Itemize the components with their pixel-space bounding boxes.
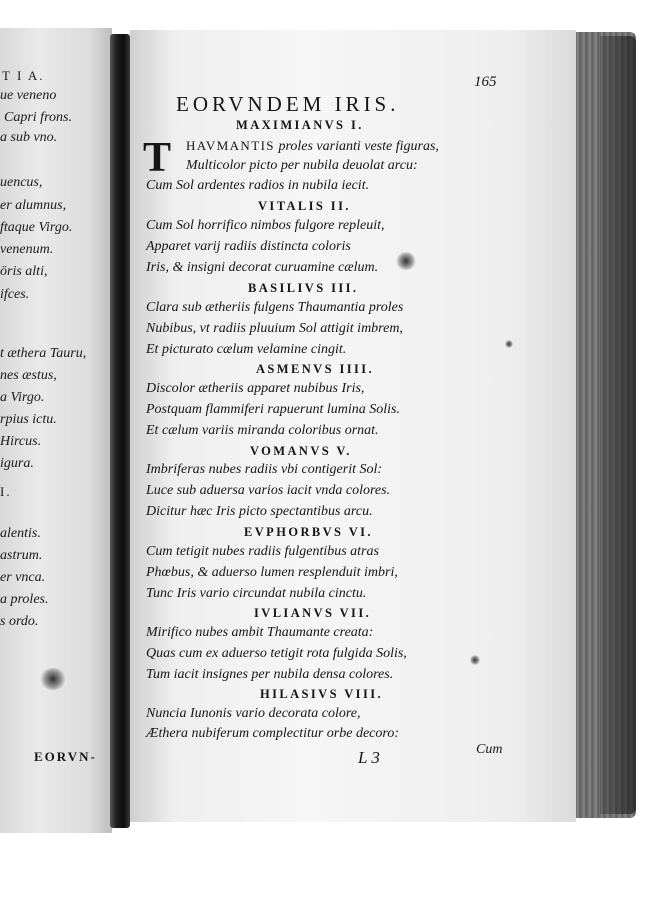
left-fragment: igura.	[0, 456, 34, 471]
verse-line: Imbriferas nubes radiis vbi contigerit Sol:	[146, 462, 383, 477]
left-fragment: I.	[0, 484, 12, 499]
section-heading: MAXIMIANVS I.	[236, 118, 364, 132]
verse-line: Quas cum ex aduerso tetigit rota fulgida Solis,	[146, 646, 407, 661]
verse-line: Iris, & insigni decorat curuamine cælum.	[146, 260, 379, 275]
section-heading: VOMANVS V.	[250, 444, 352, 458]
verse-line: Postquam flammiferi rapuerunt lumina Solis.	[146, 402, 400, 417]
verse-line: Dicitur hæc Iris picto spectantibus arcu.	[146, 504, 373, 519]
left-fragment: venenum.	[0, 242, 54, 257]
verse-line: Nuncia Iunonis vario decorata colore,	[146, 706, 361, 721]
verse-line: Et picturato cælum velamine cingit.	[146, 342, 347, 357]
verse-line: Et cælum variis miranda coloribus ornat.	[146, 423, 379, 438]
verse-line: Cum tetigit nubes radiis fulgentibus atras	[146, 544, 379, 559]
left-fragment: a Virgo.	[0, 390, 45, 405]
left-fragment: ue veneno	[0, 88, 57, 103]
left-fragment: alentis.	[0, 526, 41, 541]
left-fragment: er vnca.	[0, 570, 46, 585]
verse-line: Phœbus, & aduerso lumen resplenduit imbri,	[146, 565, 398, 580]
left-fragment: ifces.	[0, 287, 30, 302]
left-fragment: uencus,	[0, 175, 43, 190]
section-heading: ASMENVS IIII.	[256, 362, 375, 376]
left-fragment: s ordo.	[0, 614, 39, 629]
verse-line: Apparet varij radiis distincta coloris	[146, 239, 351, 254]
verse-line: Multicolor picto per nubila deuolat arcu:	[186, 158, 418, 173]
verse-line: Æthera nubiferum complectitur orbe decoro:	[146, 726, 399, 741]
section-heading: EVPHORBVS VI.	[244, 525, 373, 539]
ink-speck	[505, 340, 513, 348]
verse-line: Luce sub aduersa varios iacit vnda colores.	[146, 483, 391, 498]
book-gutter	[110, 34, 130, 828]
left-fragment: öris alti,	[0, 264, 48, 279]
left-page	[0, 28, 112, 833]
left-fragment: rpius ictu.	[0, 412, 57, 427]
section-heading: HILASIVS VIII.	[260, 687, 383, 701]
section-heading: BASILIVS III.	[248, 281, 359, 295]
section-heading: IVLIANVS VII.	[254, 606, 372, 620]
left-fragment: Hircus.	[0, 434, 42, 449]
left-fragment: T I A.	[2, 68, 45, 83]
verse-line	[186, 138, 439, 155]
left-catchword: EORVN-	[34, 749, 97, 764]
page-edges-shadow	[600, 36, 636, 814]
verse-line: Cum Sol ardentes radios in nubila iecit.	[146, 178, 370, 193]
left-fragment: t æthera Tauru,	[0, 346, 87, 361]
page-title: EORVNDEM IRIS.	[176, 92, 400, 116]
verse-line-rest: proles varianti veste figuras,	[274, 139, 439, 154]
verse-line-caps: HAVMANTIS	[186, 138, 275, 153]
verse-line: Cum Sol horrifico nimbos fulgore repleuit,	[146, 218, 385, 233]
verse-line: Tum iacit insignes per nubila densa colores.	[146, 667, 394, 682]
verse-line: Clara sub ætheriis fulgens Thaumantia proles	[146, 300, 404, 315]
signature-mark: L 3	[358, 748, 380, 767]
drop-capital: T	[143, 135, 172, 181]
right-catchword: Cum	[476, 742, 503, 757]
verse-line: Tunc Iris vario circundat nubila cinctu.	[146, 586, 367, 601]
left-fragment: er alumnus,	[0, 198, 67, 213]
left-fragment: astrum.	[0, 548, 43, 563]
verse-line: Discolor ætheriis apparet nubibus Iris,	[146, 381, 365, 396]
page-number: 165	[474, 74, 497, 90]
left-fragment: a sub vno.	[0, 130, 58, 145]
verse-line: Mirifico nubes ambit Thaumante creata:	[146, 625, 374, 640]
ink-smudge	[396, 252, 416, 270]
section-heading: VITALIS II.	[258, 199, 351, 213]
left-fragment: Capri frons.	[4, 110, 72, 125]
verse-line: Nubibus, vt radiis pluuium Sol attigit imbrem,	[146, 321, 403, 336]
left-fragment: ftaque Virgo.	[0, 220, 73, 235]
ink-smudge	[40, 668, 66, 690]
left-fragment: a proles.	[0, 592, 49, 607]
left-fragment: nes æstus,	[0, 368, 57, 383]
ink-speck	[470, 655, 480, 665]
